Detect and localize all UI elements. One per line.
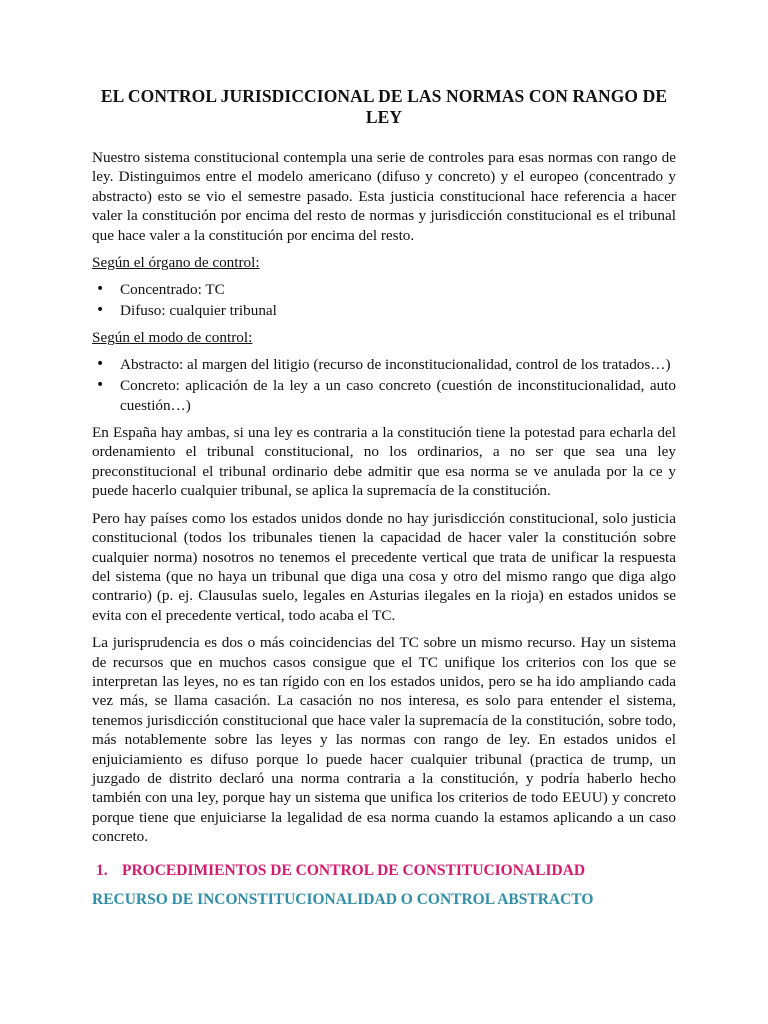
espana-paragraph: En España hay ambas, si una ley es contraria a la constitución tiene la potestad para echarla del ordenamiento el tribunal constitucional, no los ordinarios, a no ser que sea una ley preconstitucional el tribunal ordinario debe admitir que esa norma se ve anulada por la ce y puede hacerlo cualquier tribunal, se aplica la supremacía de la constitución. xyxy=(92,424,676,500)
section-1-title: PROCEDIMIENTOS DE CONTROL DE CONSTITUCIONALIDAD xyxy=(122,861,586,879)
document-title: EL CONTROL JURISDICCIONAL DE LAS NORMAS CON RANGO DE LEY xyxy=(100,86,668,127)
intro-paragraph: Nuestro sistema constitucional contempla una serie de controles para esas normas con rango de ley. Distinguimos entre el modelo americano (difuso y concreto) y el europeo (concentrado y abstracto) esto se vio el semestre pasado. Esta justicia constitucional hace referencia a hacer valer la constitución por encima del resto de normas y jurisdicción constitucional es el tribunal que hace valer a la constitución por encima del resto. xyxy=(92,149,676,244)
modo-list xyxy=(92,355,676,415)
modo-heading: Según el modo de control: xyxy=(92,329,253,347)
paises-paragraph: Pero hay países como los estados unidos donde no hay jurisdicción constitucional, solo justicia constitucional (todos los tribunales tienen la capacidad de hacer valer la constitución sobre cualquier norma) nosotros no tenemos el precedente vertical que trata de unificar la respuesta del sistema (que no haya un tribunal que diga una cosa y otro del mismo rango que diga algo contrario) (p. ej. Clausulas suelo, legales en Asturias ilegales en la rioja) en estados unidos se evita con el precedente vertical, todo acaba el TC. xyxy=(92,509,676,624)
list-item: • Abstracto: al margen del litigio (recurso de inconstitucionalidad, control de los tratados…) xyxy=(92,355,676,374)
list-item: • Concentrado: TC xyxy=(92,280,676,299)
document-page xyxy=(92,86,676,909)
jurisprudencia-paragraph: La jurisprudencia es dos o más coincidencias del TC sobre un mismo recurso. Hay un sistema de recursos que en muchos casos consigue que el TC unifique los criterios con los que se interpretan las leyes, no es tan rígido con en los estados unidos, pero se ha ido ampliando cada vez más, se llama casación. La casación no nos interesa, es solo para entender el sistema, tenemos jurisdicción constitucional que hace valer la supremacía de la constitución, sobre todo, más notablemente sobre las leyes y las normas con rango de ley. En estados unidos el enjuiciamiento es difuso porque lo puede hacer cualquier tribunal (practica de trump, un juzgado de distrito declaró una norma contraria a la constitución, y podría haberlo hecho también con una ley, porque hay un sistema que unifica los criterios de todo EEUU) y concreto porque tiene que enjuiciarse la legalidad de esa norma cuando la estamos aplicando a un caso concreto. xyxy=(92,634,676,846)
section-1-heading xyxy=(92,861,676,880)
section-2-heading: RECURSO DE INCONSTITUCIONALIDAD O CONTROL ABSTRACTO xyxy=(92,890,594,908)
list-item: • Concreto: aplicación de la ley a un caso concreto (cuestión de inconstitucionalidad, auto cuestión…) xyxy=(92,376,676,415)
organo-heading: Según el órgano de control: xyxy=(92,254,260,272)
organo-list xyxy=(92,280,676,320)
section-1-number: 1. xyxy=(96,861,108,879)
list-item: • Difuso: cualquier tribunal xyxy=(92,301,676,320)
